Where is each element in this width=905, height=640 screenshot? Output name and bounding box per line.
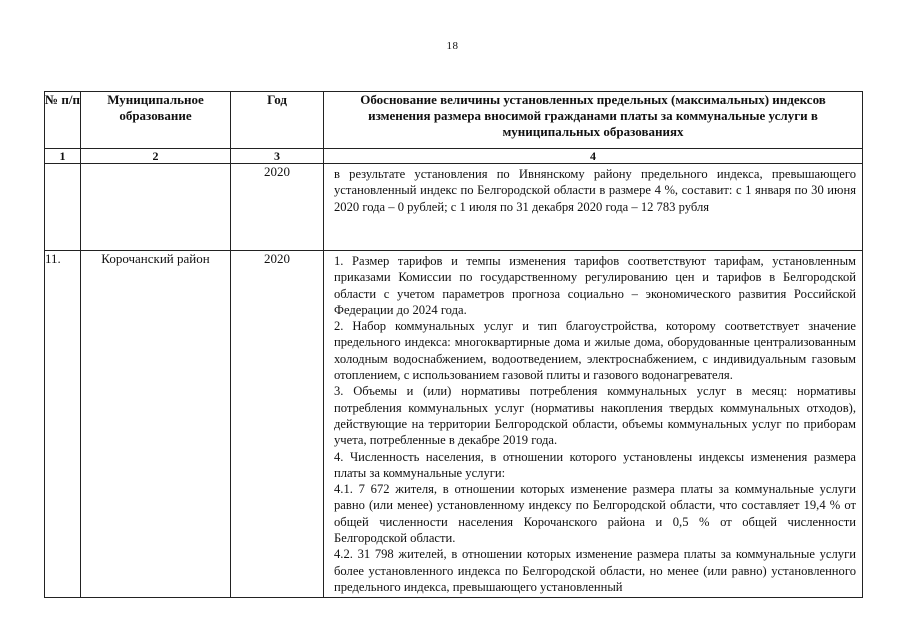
row-municipality (81, 164, 231, 251)
row-justification (324, 251, 863, 598)
row-year: 2020 (231, 251, 324, 598)
justification-text: в результате установления по Ивнянскому району предельного индекса, превышающего установленный индекс по Белгородской области в размере 4 %, составит: с 1 января по 30 июня 2020 года – 0 рублей; с 1 июля по 31 декабря 2020 года – 12 783 рубля (334, 167, 856, 214)
header-num: № п/п (45, 92, 81, 149)
indices-table (44, 91, 863, 598)
header-municipality: Муниципальное образование (81, 92, 231, 149)
row-num (45, 164, 81, 251)
row-justification (324, 164, 863, 251)
header-justification: Обоснование величины установленных предельных (максимальных) индексов изменения размера вносимой гражданами платы за коммунальные услуги в муниципальных образованиях (324, 92, 863, 149)
table-row (45, 164, 863, 251)
table-header-row (45, 92, 863, 149)
column-number: 3 (231, 149, 324, 164)
paragraph: 3. Объемы и (или) нормативы потребления коммунальных услуг в месяц: нормативы потребления коммунальных услуг (нормативы накопления твердых коммунальных отходов), действующие на территории Белгородской области, объемы коммунальных услуг по приборам учета, потребленные в декабре 2019 года. (334, 384, 856, 448)
header-year: Год (231, 92, 324, 149)
column-number: 4 (324, 149, 863, 164)
row-municipality: Корочанский район (81, 251, 231, 598)
paragraph: 4.1. 7 672 жителя, в отношении которых изменение размера платы за коммунальные услуги равно (или менее) установленному индексу по Белгородской области, что составляет 19,4 % от общей численности населения Корочанского района и 0,5 % от общей численности Белгородской области. (334, 482, 856, 546)
page-number: 18 (446, 40, 459, 52)
column-number: 1 (45, 149, 81, 164)
row-num: 11. (45, 251, 81, 598)
row-year: 2020 (231, 164, 324, 251)
table-row (45, 251, 863, 598)
paragraph: 1. Размер тарифов и темпы изменения тарифов соответствуют тарифам, установленным приказами Комиссии по государственному регулированию цен и тарифов в Белгородской области с учетом параметров прогноза социально – экономического развития Российской Федерации до 2024 года. (334, 254, 856, 317)
column-number-row (45, 149, 863, 164)
paragraph: 4. Численность населения, в отношении которого установлены индексы изменения размера платы за коммунальные услуги: (334, 449, 856, 480)
paragraph: 2. Набор коммунальных услуг и тип благоустройства, которому соответствует значение предельного индекса: многоквартирные дома и жилые дома, оборудованные централизованным холодным водоснабжением, водоотведением, электроснабжением, с индивидуальным газовым отоплением, с использованием газовой плиты и газового водонагревателя. (334, 319, 856, 383)
column-number: 2 (81, 149, 231, 164)
justification-text (324, 251, 862, 597)
paragraph: 4.2. 31 798 жителей, в отношении которых изменение размера платы за коммунальные услуги более установленного индекса по Белгородской области, но менее (или равно) установленного предельного индекса, превышающего установленный (334, 547, 856, 594)
